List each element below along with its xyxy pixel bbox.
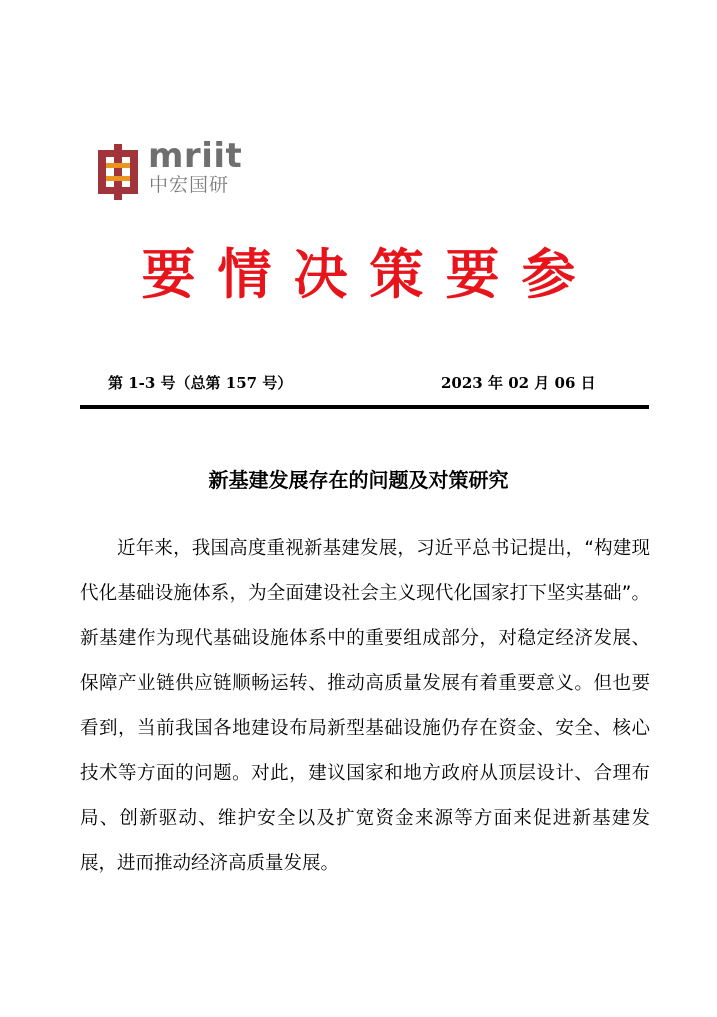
issue-date: 2023 年 02 月 06 日 (441, 374, 596, 392)
brand-logo (96, 138, 241, 200)
article-body: 近年来，我国高度重视新基建发展，习近平总书记提出，“构建现代化基础设施体系，为全面建设社会主义现代化国家打下坚实基础”。新基建作为现代基础设施体系中的重要组成部分，对稳定经济发展、保障产业链供应链顺畅运转、推动高质量发展有着重要意义。但也要看到，当前我国各地建设布局新型基础设施仍存在资金、安全、核心技术等方面的问题。对此，建议国家和地方政府从顶层设计、合理布局、创新驱动、维护安全以及扩宽资金来源等方面来促进新基建发展，进而推动经济高质量发展。 (80, 538, 650, 874)
issue-number: 第 1-3 号（总第 157 号） (108, 374, 293, 392)
mriit-logo-icon (96, 144, 140, 200)
header-divider (80, 405, 649, 409)
logo-latin-text: mriit (148, 136, 243, 176)
logo-chinese-text: 中宏国研 (149, 174, 230, 196)
document-title: 要情决策要参 (141, 242, 598, 306)
article-title: 新基建发展存在的问题及对策研究 (208, 468, 509, 492)
